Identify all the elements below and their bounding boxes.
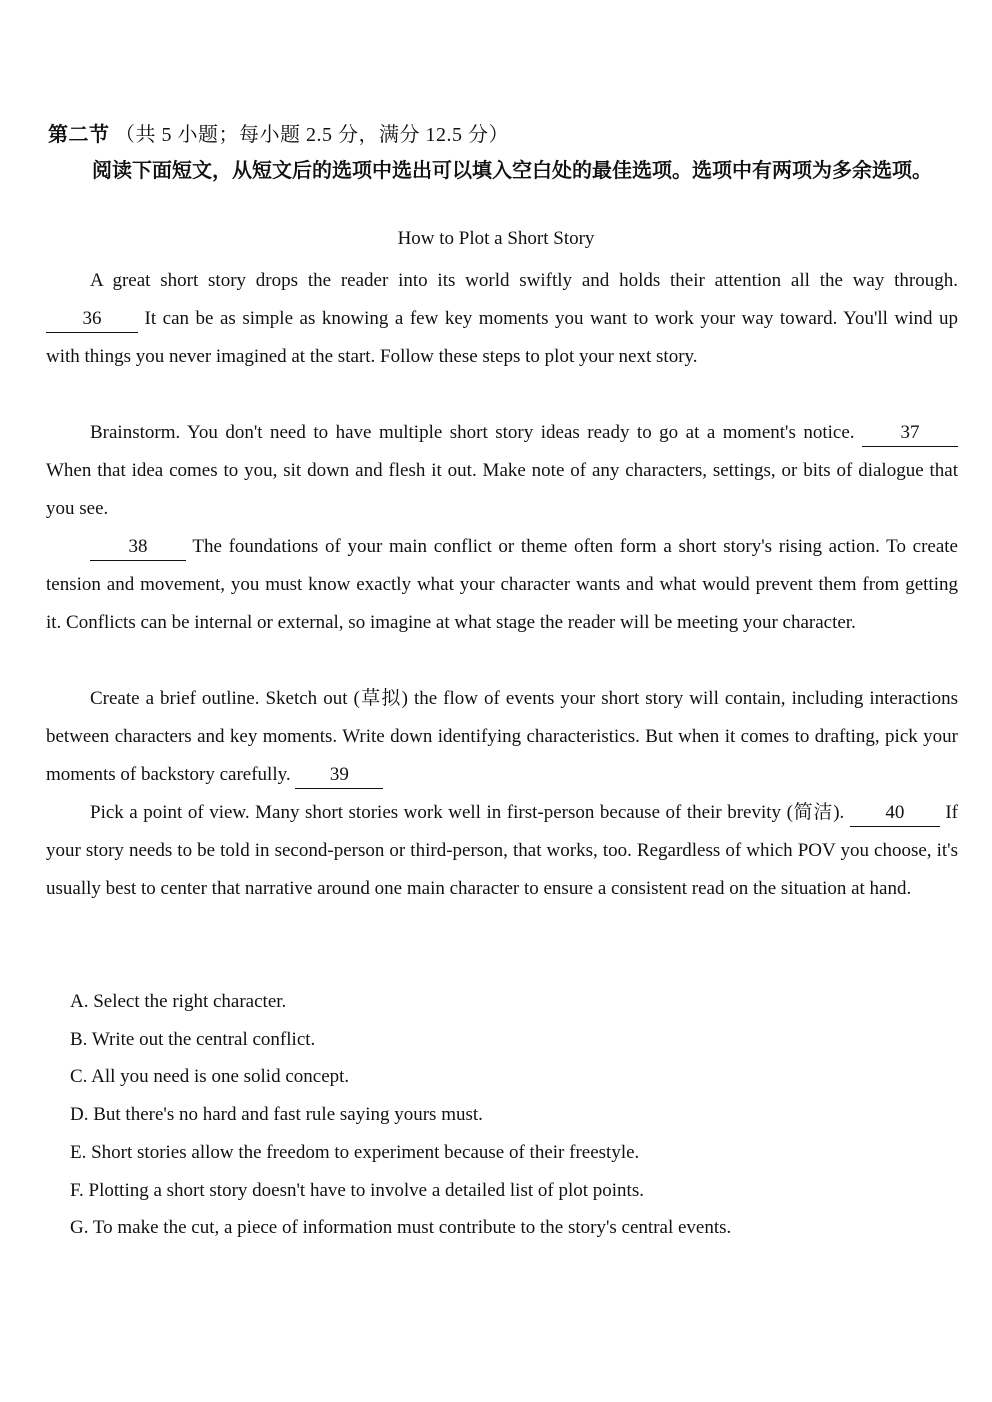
paragraph-3 xyxy=(46,528,958,642)
paragraph-1 xyxy=(46,262,958,376)
paragraph-1-text-before: A great short story drops the reader into its world swiftly and holds their attention all the way through. xyxy=(90,270,958,291)
paragraph-5-text-before: Pick a point of view. Many short stories work well in first-person because of their brevity (简洁). xyxy=(90,802,845,823)
option-g: G. To make the cut, a piece of information must contribute to the story's central events. xyxy=(70,1217,732,1239)
paragraph-4 xyxy=(46,680,958,794)
option-d: D. But there's no hard and fast rule saying yours must. xyxy=(70,1104,483,1126)
passage-title: How to Plot a Short Story xyxy=(397,228,595,249)
paragraph-2 xyxy=(46,414,958,528)
blank-40: 40 xyxy=(850,800,940,827)
instructions: 阅读下面短文，从短文后的选项中选出可以填入空白处的最佳选项。选项中有两项为多余选项。 xyxy=(92,160,932,182)
option-e: E. Short stories allow the freedom to experiment because of their freestyle. xyxy=(70,1141,640,1163)
paragraph-5 xyxy=(46,794,958,908)
section-header xyxy=(48,118,509,147)
blank-36: 36 xyxy=(46,306,138,333)
blank-39: 39 xyxy=(295,762,383,789)
blank-37: 37 xyxy=(862,420,958,447)
section-note: （共 5 小题；每小题 2.5 分，满分 12.5 分） xyxy=(115,124,509,146)
paragraph-2-text-before: Brainstorm. You don't need to have multiple short story ideas ready to go at a moment's notice. xyxy=(90,422,855,443)
option-c: C. All you need is one solid concept. xyxy=(70,1066,350,1088)
paragraph-1-text-after: It can be as simple as knowing a few key moments you want to work your way toward. You'll wind up with things you never imagined at the start. Follow these steps to plot your next story. xyxy=(46,308,958,367)
paragraph-2-text-after: When that idea comes to you, sit down and flesh it out. Make note of any characters, settings, or bits of dialogue that you see. xyxy=(46,460,958,519)
paragraph-5-text-after: If your story needs to be told in second-person or third-person, that works, too. Regardless of which POV you choose, it's usually best to center that narrative around one main character to ensure a consistent read on the situation at hand. xyxy=(46,802,959,899)
option-f: F. Plotting a short story doesn't have to involve a detailed list of plot points. xyxy=(70,1179,644,1201)
paragraph-4-text-before: Create a brief outline. Sketch out (草拟) the flow of events your short story will contain, including interactions between characters and key moments. Write down identifying characteristics. But when it comes to drafting, pick your moments of backstory carefully. xyxy=(46,688,958,785)
answer-options xyxy=(70,983,950,1247)
paragraph-3-text-after: The foundations of your main conflict or theme often form a short story's rising action. To create tension and movement, you must know exactly what your character wants and what would prevent them from getting it. Conflicts can be internal or external, so imagine at what stage the reader will be meeting your character. xyxy=(46,536,958,633)
section-heading: 第二节 xyxy=(48,124,110,146)
blank-38: 38 xyxy=(90,534,186,561)
option-a: A. Select the right character. xyxy=(70,991,287,1012)
option-b: B. Write out the central conflict. xyxy=(70,1028,316,1050)
